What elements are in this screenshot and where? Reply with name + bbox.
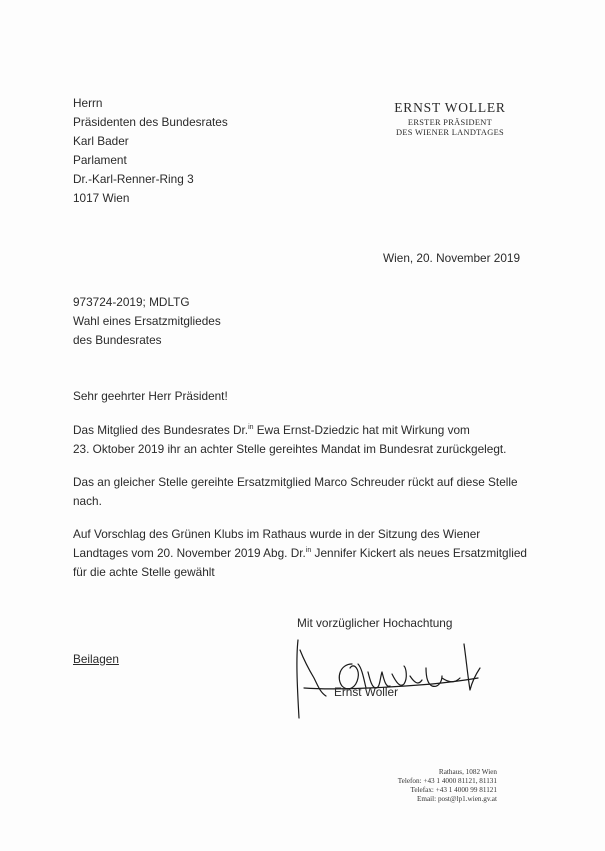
paragraph-line: nach. bbox=[73, 494, 102, 508]
sender-title-line1: ERSTER PRÄSIDENT bbox=[407, 118, 493, 127]
footer-fax: Telefax: +43 1 4000 99 81121 bbox=[410, 786, 497, 794]
paragraph-line: Auf Vorschlag des Grünen Klubs im Rathaus wurde in der Sitzung des Wiener bbox=[73, 527, 481, 541]
footer-contact bbox=[360, 768, 497, 804]
superscript: in bbox=[248, 424, 254, 431]
reference-block bbox=[73, 293, 221, 350]
footer-phone: Telefon: +43 1 4000 81121, 81131 bbox=[397, 777, 497, 785]
recipient-line: Präsidenten des Bundesrates bbox=[73, 115, 228, 129]
footer-address: Rathaus, 1082 Wien bbox=[438, 768, 497, 776]
recipient-line: Parlament bbox=[73, 153, 127, 167]
paragraph-text: Ewa Ernst-Dziedzic hat mit Wirkung vom bbox=[253, 423, 470, 437]
body-paragraph-2 bbox=[73, 473, 518, 511]
sender-title-line2: DES WIENER LANDTAGES bbox=[396, 128, 504, 137]
subject-line: des Bundesrates bbox=[73, 333, 162, 347]
paragraph-line: Das an gleicher Stelle gereihte Ersatzmitglied Marco Schreuder rückt auf diese Stelle bbox=[73, 475, 518, 489]
footer-email: Email: post@lp1.wien.gv.at bbox=[416, 795, 497, 803]
paragraph-text: Das Mitglied des Bundesrates Dr. bbox=[73, 423, 249, 437]
recipient-line: 1017 Wien bbox=[73, 191, 130, 205]
paragraph-line: für die achte Stelle gewählt bbox=[73, 565, 215, 579]
superscript: in bbox=[305, 547, 312, 554]
enclosures-label: Beilagen bbox=[73, 652, 119, 666]
letter-date: Wien, 20. November 2019 bbox=[383, 251, 521, 265]
salutation: Sehr geehrter Herr Präsident! bbox=[73, 389, 228, 403]
paragraph-text: Jennifer Kickert als neues Ersatzmitglied bbox=[311, 546, 527, 560]
sender-name: ERNST WOLLER bbox=[394, 100, 506, 115]
paragraph-text: Landtages vom 20. November 2019 Abg. Dr. bbox=[73, 546, 306, 560]
paragraph-line bbox=[73, 544, 527, 563]
subject-line: Wahl eines Ersatzmitgliedes bbox=[73, 314, 221, 328]
paragraph-line bbox=[73, 421, 506, 440]
recipient-line: Herrn bbox=[73, 96, 103, 110]
reference-number: 973724-2019; MDLTG bbox=[73, 295, 190, 309]
paragraph-line: 23. Oktober 2019 ihr an achter Stelle gereihtes Mandat im Bundesrat zurückgelegt. bbox=[73, 442, 507, 456]
recipient-line: Karl Bader bbox=[73, 134, 129, 148]
handwritten-signature bbox=[292, 638, 492, 723]
recipient-line: Dr.-Karl-Renner-Ring 3 bbox=[73, 172, 194, 186]
closing-phrase: Mit vorzüglicher Hochachtung bbox=[297, 616, 453, 630]
sender-letterhead bbox=[380, 100, 520, 138]
signatory-name: Ernst Woller bbox=[334, 685, 399, 699]
body-paragraph-3 bbox=[73, 525, 527, 582]
recipient-address bbox=[73, 94, 228, 208]
body-paragraph-1 bbox=[73, 421, 506, 459]
